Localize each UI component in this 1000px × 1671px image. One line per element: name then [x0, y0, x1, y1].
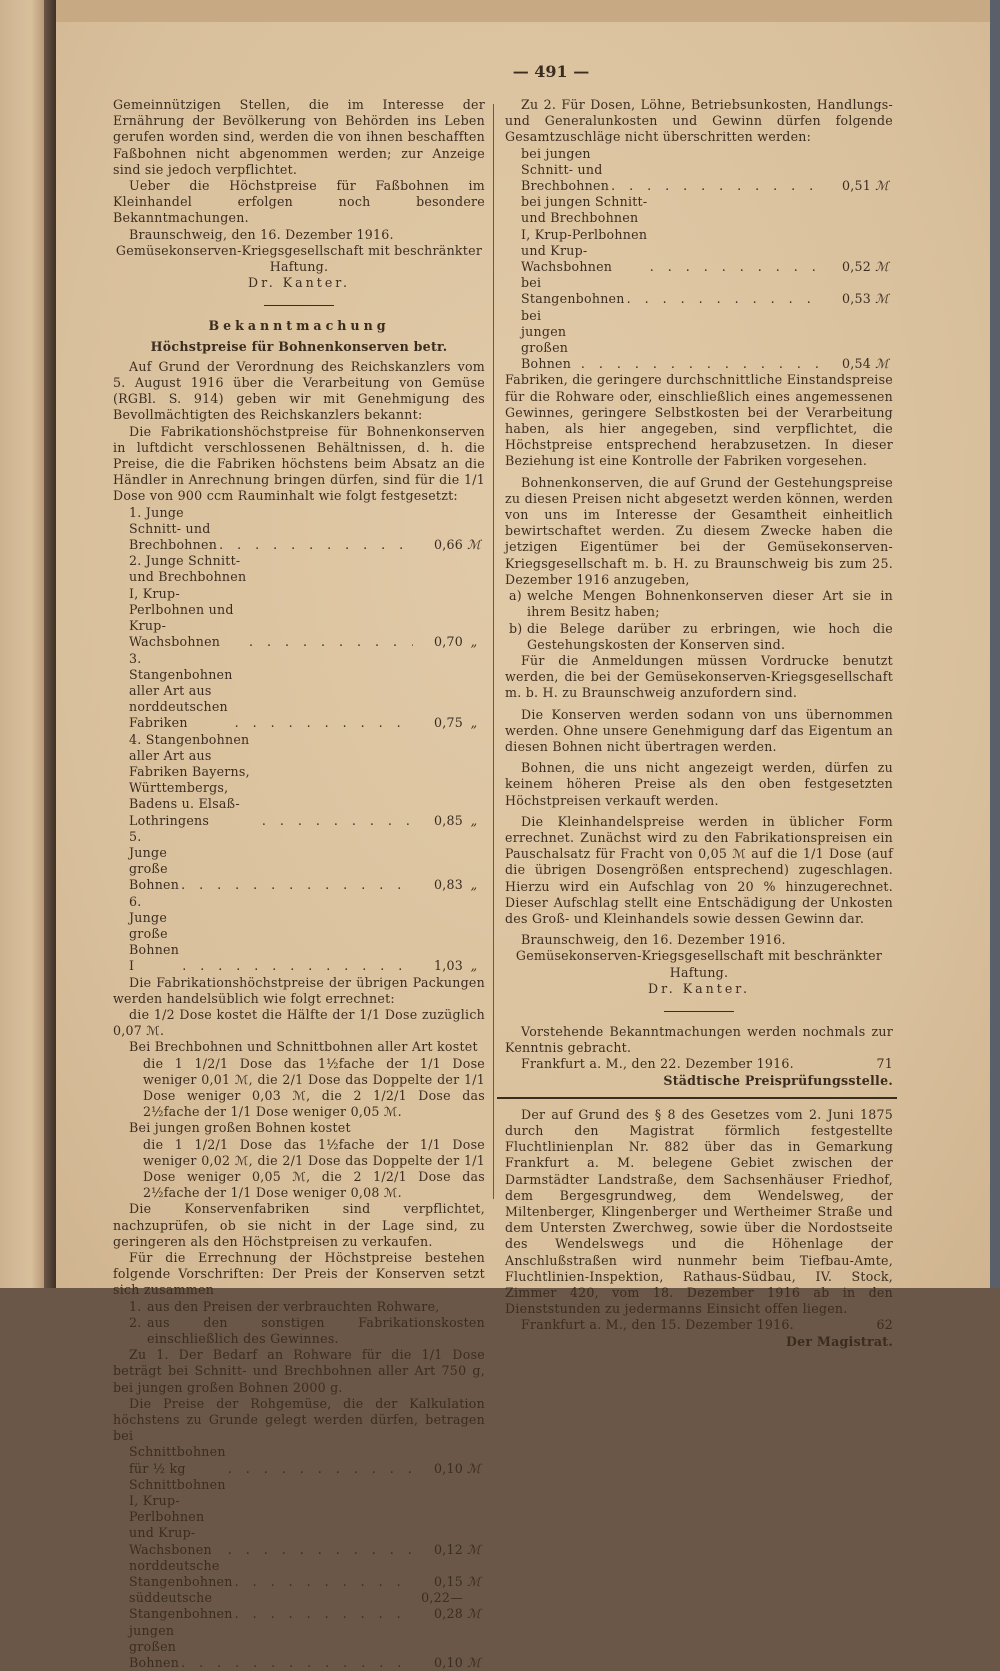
dot-leader [611, 178, 821, 194]
price-row [129, 732, 485, 829]
dateline [505, 1056, 893, 1072]
price-row [129, 1444, 485, 1476]
section-divider [497, 1097, 897, 1099]
price-label [521, 194, 648, 275]
price-row [129, 1558, 485, 1590]
dot-leader [219, 537, 413, 553]
document-page [56, 22, 990, 1671]
price-label [129, 1590, 233, 1622]
price-row [129, 1623, 485, 1671]
paragraph: Die Preise der Rohgemüse, die der Kalkulation höchstens zu Grunde gelegt werden dürfen, betragen bei [113, 1395, 485, 1444]
price-label [129, 1558, 233, 1590]
paragraph: Für die Errechnung der Höchstpreise bestehen folgende Vorschriften: Der Preis der Konserven setzt sich zusammen [113, 1250, 485, 1298]
dot-leader [262, 813, 413, 829]
currency-unit: „ [470, 958, 478, 974]
issuing-organization: Gemüsekonserven-Kriegsgesellschaft mit beschränkter Haftung. [115, 242, 483, 275]
price-row [129, 651, 485, 732]
price-value: 0,54 [841, 356, 871, 372]
paragraph: Ueber die Höchstpreise für Faßbohnen im Kleinhandel erfolgen noch besondere Bekanntmachungen. [113, 178, 485, 226]
price-value: 1,03 [433, 958, 463, 974]
separator-rule [264, 305, 334, 306]
paragraph: die 1 1/2/1 Dose das 1½fache der 1/1 Dose weniger 0,01 ℳ, die 2/1 Dose das Doppelte der 1/1 Dose weniger 0,03 ℳ, die 2 1/2/1 Dose das 2½fache der 1/1 Dose weniger 0,05 ℳ. [143, 1055, 485, 1120]
dot-leader [581, 356, 821, 372]
price-row [521, 194, 893, 275]
price-value: 0,70 [433, 634, 463, 650]
price-row [129, 505, 485, 554]
paragraph: Gemeinnützigen Stellen, die im Interesse der Ernährung der Bevölkerung von Behörden ins Leben gerufen worden sind, werden die von ihnen beschafften Faßbohnen nicht abgenommen werden; zur Anzeige sind sie jedoch verpflichtet. [113, 97, 485, 177]
price-label [521, 146, 609, 195]
notice-heading: Bekanntmachung [208, 318, 390, 334]
issuing-authority: Städtische Preisprüfungsstelle. [663, 1072, 893, 1088]
paragraph: Die Konservenfabriken sind verpflichtet, nachzuprüfen, ob sie nicht in der Lage sind, zu geringeren als den Höchstpreisen zu verkaufen. [113, 1201, 485, 1249]
list-item [129, 1299, 485, 1315]
price-row [129, 829, 485, 894]
dot-leader [650, 259, 821, 275]
currency-unit: ℳ [467, 1606, 481, 1622]
paragraph: Die Konserven werden sodann von uns übernommen werden. Ohne unsere Genehmigung darf das Eigentum an diesen Bohnen nicht übertragen werden. [505, 706, 893, 754]
issuing-authority: Der Magistrat. [785, 1333, 893, 1349]
left-column [113, 97, 485, 1671]
list-item [509, 621, 893, 653]
item-label: norddeutsche Stangenbohnen [129, 1557, 233, 1590]
paragraph: Fabriken, die geringere durchschnittliche Einstandspreise für die Rohware oder, einschließlich eines angemessenen Gewinnes, geringere Selbstkosten bei der Verarbeitung haben, als hier angegeben, sind verpflichtet, die Höchstpreise entsprechend herabzusetzen. In dieser Beziehung ist eine Kontrolle der Fabriken vorgesehen. [505, 372, 893, 469]
currency-unit: ℳ [467, 537, 481, 553]
dot-leader [249, 634, 413, 650]
paragraph: Bohnenkonserven, die auf Grund der Gestehungspreise zu diesen Preisen nicht abgesetzt werden können, werden von uns im Interesse der Gesamtheit einheitlich bewirtschaftet werden. Zu diesem Zwecke haben die jetzigen Eigentümer bei der Gemüsekonserven-Kriegsgesellschaft m. b. H. zu Braunschweig bis zum 25. Dezember 1916 anzugeben, [505, 474, 893, 587]
signature: Dr. Kanter. [248, 275, 350, 291]
price-row [521, 275, 893, 307]
place-date: Braunschweig, den 16. Dezember 1916. [129, 226, 394, 242]
list-item [509, 588, 893, 620]
item-label: Junge große Bohnen I [129, 909, 180, 974]
dot-leader [181, 877, 413, 893]
price-label [129, 732, 260, 829]
currency-unit: ℳ [875, 259, 889, 275]
paragraph: die 1 1/2/1 Dose das 1½fache der 1/1 Dose weniger 0,02 ℳ, die 2/1 Dose das Doppelte der 1/1 Dose weniger 0,05 ℳ, die 2 1/2/1 Dose das 2½fache der 1/1 Dose weniger 0,08 ℳ. [143, 1136, 485, 1201]
paragraph: Bei jungen großen Bohnen kostet [129, 1120, 351, 1136]
notice-subheading: Höchstpreise für Bohnenkonserven betr. [150, 338, 448, 354]
column-divider [493, 104, 494, 1199]
currency-unit: ℳ [467, 1541, 481, 1557]
right-column [505, 97, 893, 1350]
price-row [129, 1590, 485, 1622]
currency-unit: ℳ [875, 356, 889, 372]
item-label: jungen großen Bohnen [129, 1622, 180, 1671]
dateline [505, 1317, 893, 1333]
currency-unit: ℳ [875, 291, 889, 307]
price-row [129, 553, 485, 650]
item-label: Junge Schnitt- und Brechbohnen I, Krup-Perlbohnen und Krup-Wachsbohnen [129, 553, 247, 650]
price-value: 0,10 [433, 1460, 463, 1476]
price-value: 0,75 [433, 715, 463, 731]
notice-number: 62 [876, 1317, 893, 1333]
item-marker: 1. [129, 1298, 142, 1314]
item-label: bei jungen Schnitt- und Brechbohnen [521, 145, 610, 194]
item-number: 2. [129, 553, 142, 569]
item-text: welche Mengen Bohnenkonserven dieser Art sie in ihrem Besitz haben; [527, 588, 893, 620]
item-label: bei Stangenbohnen [521, 275, 625, 307]
price-label [129, 505, 217, 554]
issuing-organization: Gemüsekonserven-Kriegsgesellschaft mit beschränkter Haftung. [515, 948, 883, 980]
paragraph: Die Fabrikationshöchstpreise der übrigen Packungen werden handelsüblich wie folgt errechnet: [113, 974, 485, 1006]
item-label: bei jungen Schnitt- und Brechbohnen I, Krup-Perlbohnen und Krup-Wachsbohnen [521, 194, 648, 275]
price-list [521, 146, 893, 373]
scan-right-edge [990, 0, 1000, 1288]
dateline-text: Frankfurt a. M., den 22. Dezember 1916. [521, 1056, 794, 1072]
price-list [129, 1444, 485, 1671]
item-number: 6. [129, 893, 142, 909]
item-label: Schnittbohnen I, Krup-Perlbohnen und Krup-Wachsbonen [129, 1476, 226, 1557]
price-row [521, 146, 893, 195]
price-value: 0,85 [433, 812, 463, 828]
dot-leader [228, 1542, 413, 1558]
item-label: Stangenbohnen aller Art aus norddeutschen Fabriken [129, 666, 233, 731]
item-label: Stangenbohnen aller Art aus Fabriken Bayerns, Württembergs, Badens u. Elsaß-Lothringens [129, 731, 250, 828]
paragraph: Die Fabrikationshöchstpreise für Bohnenkonserven in luftdicht verschlossenen Behältnissen, d. h. die Preise, die die Fabriken höchstens beim Absatz an die Händler in Anrechnung bringen dürfen, sind für die 1/1 Dose von 900 ccm Rauminhalt wie folgt festgesetzt: [113, 423, 485, 504]
price-value: 0,66 [433, 537, 463, 553]
signature: Dr. Kanter. [648, 980, 750, 996]
paragraph: Bohnen, die uns nicht angezeigt werden, dürfen zu keinem höheren Preise als den oben festgesetzten Höchstpreisen verkauft werden. [505, 760, 893, 808]
list-item [129, 1315, 485, 1347]
item-label: süddeutsche Stangenbohnen [129, 1590, 233, 1622]
price-value: 0,22—0,28 [421, 1590, 463, 1622]
price-value: 0,51 [841, 178, 871, 194]
price-value: 0,10 [433, 1655, 463, 1671]
dot-leader [235, 1606, 413, 1622]
dateline-text: Frankfurt a. M., den 15. Dezember 1916. [521, 1317, 794, 1333]
price-value: 0,53 [841, 291, 871, 307]
paragraph: Zu 2. Für Dosen, Löhne, Betriebsunkosten, Handlungs- und Generalunkosten und Gewinn dürfen folgende Gesamtzuschläge nicht überschritten werden: [505, 97, 893, 145]
paragraph: Für die Anmeldungen müssen Vordrucke benutzt werden, die bei der Gemüsekonserven-Kriegsgesellschaft m. b. H. zu Braunschweig anzufordern sind. [505, 652, 893, 701]
paragraph: Der auf Grund des § 8 des Gesetzes vom 2. Juni 1875 durch den Magistrat förmlich festgestellte Fluchtlinienplan Nr. 882 über das in Gemarkung Frankfurt a. M. belegene Gebiet zwischen der Darmstädter Landstraße, dem Sachsenhäuser Friedhof, dem Bergesgrundweg, dem Wendelsweg, der Miltenberger, Klingenberger und Wertheimer Straße und dem Untersten Zwerchweg, sowie über die Nordostseite des Wendelswegs und die Höhenlage der Anschlußstraßen wird nunmehr beim Tiefbau-Amte, Fluchtlinien-Inspektion, Rathaus-Südbau, IV. Stock, Zimmer 420, vom 18. Dezember 1916 ab in den Dienststunden zu jedermanns Einsicht offen liegen. [505, 1106, 893, 1317]
price-label [129, 1477, 226, 1558]
paragraph: Zu 1. Der Bedarf an Rohware für die 1/1 Dose beträgt bei Schnitt- und Brechbohnen aller Art 750 g, bei jungen großen Bohnen 2000 g. [113, 1347, 485, 1395]
previous-page-edge [0, 0, 44, 1288]
currency-unit: ℳ [467, 1460, 481, 1476]
item-text: die Belege darüber zu erbringen, wie hoch die Gestehungskosten der Konserven sind. [527, 620, 893, 652]
place-date: Braunschweig, den 16. Dezember 1916. [521, 932, 786, 948]
dot-leader [235, 1574, 413, 1590]
item-number: 1. [129, 504, 142, 520]
paragraph: Auf Grund der Verordnung des Reichskanzlers vom 5. August 1916 über die Verarbeitung von Gemüse (RGBl. S. 914) geben wir mit Genehmigung des Bevollmächtigten des Reichskanzlers bekannt: [113, 358, 485, 423]
price-value: 0,52 [841, 259, 871, 275]
separator-rule [664, 1011, 734, 1012]
item-label: Junge große Bohnen [129, 844, 180, 893]
item-marker: 2. [129, 1314, 142, 1330]
currency-unit: ℳ [467, 1574, 481, 1590]
dot-leader [181, 1655, 413, 1671]
dot-leader [235, 715, 413, 731]
price-list [129, 505, 485, 975]
currency-unit: ℳ [467, 1655, 481, 1671]
book-gutter [44, 0, 56, 1288]
item-marker: a) [509, 588, 522, 604]
item-text: aus den sonstigen Fabrikationskosten einschließlich des Gewinnes. [147, 1314, 485, 1347]
paragraph: Die Kleinhandelspreise werden in üblicher Form errechnet. Zunächst wird zu den Fabrikationspreisen ein Pauschalsatz für Fracht von 0,05 ℳ auf die 1/1 Dose (auf die übrigen Dosengrößen entsprechend) zugeschlagen. Hierzu wird ein Aufschlag von 20 % hinzugerechnet. Dieser Aufschlag stellt eine Entschädigung der Unkosten des Groß- und Kleinhandels sowie dessen Gewinn dar. [505, 813, 893, 926]
price-label [129, 1444, 226, 1476]
price-label [129, 829, 179, 894]
price-label [521, 308, 579, 373]
price-value: 0,83 [433, 877, 463, 893]
currency-unit: „ [470, 877, 478, 893]
page-number: — 491 — [512, 62, 590, 81]
item-number: 5. [129, 828, 142, 844]
price-label [521, 275, 625, 307]
item-label: Schnittbohnen für ½ kg [129, 1444, 226, 1476]
paragraph: Vorstehende Bekanntmachungen werden nochmals zur Kenntnis gebracht. [505, 1023, 893, 1056]
paragraph: Bei Brechbohnen und Schnittbohnen aller Art kostet [129, 1039, 478, 1055]
price-value: 0,12 [433, 1541, 463, 1557]
price-row [521, 308, 893, 373]
currency-unit: ℳ [875, 178, 889, 194]
item-label: bei jungen großen Bohnen [521, 307, 572, 372]
numbered-list [113, 1299, 485, 1348]
dot-leader [182, 958, 413, 974]
scan-top-edge [56, 0, 990, 22]
item-number: 3. [129, 650, 142, 666]
price-label [129, 553, 247, 650]
price-label [129, 1623, 179, 1671]
lettered-list [505, 588, 893, 653]
price-row [129, 1477, 485, 1558]
dot-leader [228, 1461, 413, 1477]
item-marker: b) [509, 620, 523, 636]
currency-unit: „ [470, 812, 478, 828]
item-number: 4. [129, 731, 142, 747]
currency-unit: „ [470, 634, 478, 650]
item-label: Junge Schnitt- und Brechbohnen [129, 504, 218, 553]
dot-leader [627, 291, 821, 307]
price-value: 0,15 [433, 1574, 463, 1590]
notice-number: 71 [876, 1056, 893, 1072]
price-row [129, 894, 485, 975]
price-label [129, 651, 233, 732]
item-text: aus den Preisen der verbrauchten Rohware, [147, 1298, 440, 1314]
paragraph: die 1/2 Dose kostet die Hälfte der 1/1 Dose zuzüglich 0,07 ℳ. [113, 1006, 485, 1039]
currency-unit: „ [470, 715, 478, 731]
price-label [129, 894, 180, 975]
